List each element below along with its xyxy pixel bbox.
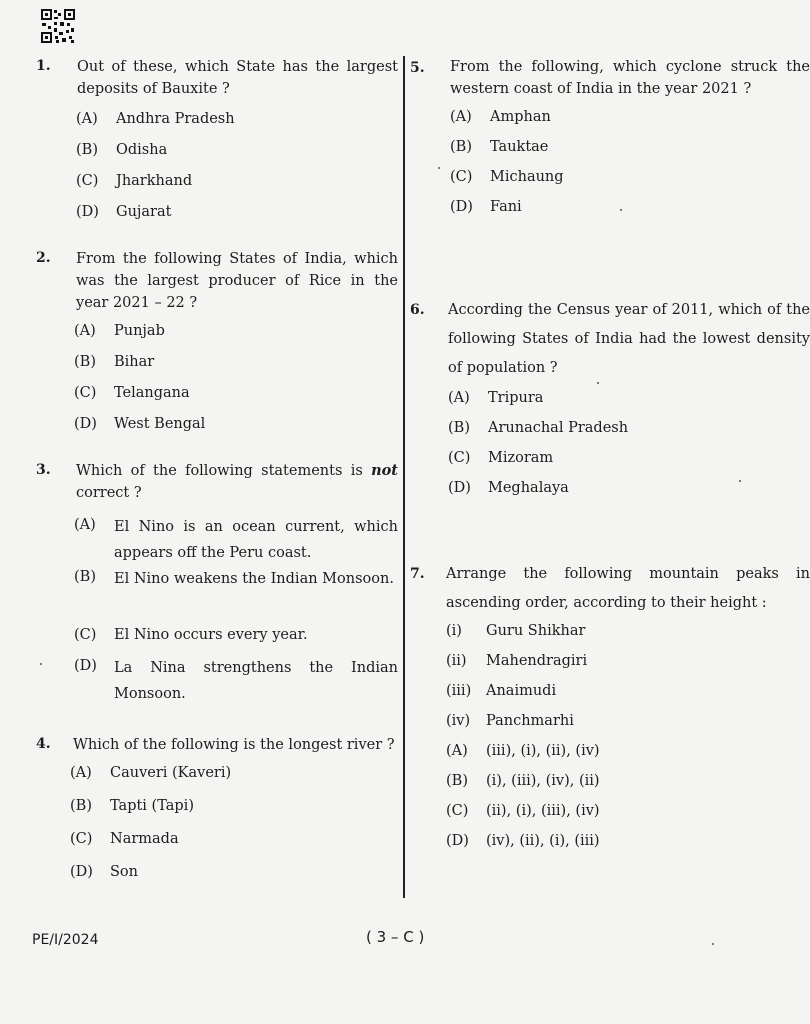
option-text: (iv), (ii), (i), (iii) <box>486 833 600 849</box>
question-text-part: Which of the following statements is <box>76 463 372 479</box>
option-label: (A) <box>70 765 92 781</box>
option-text: Jharkhand <box>116 173 193 189</box>
option-c[interactable] <box>76 170 398 201</box>
question-4 <box>36 734 398 894</box>
option-label: (B) <box>448 420 470 436</box>
option-text: La Nina strengthens the Indian Monsoon. <box>114 660 398 702</box>
option-b[interactable] <box>446 770 810 800</box>
option-label: (A) <box>446 743 468 759</box>
question-7 <box>410 560 810 860</box>
question-text: From the following, which cyclone struck the western coast of India in the year 2021 ? <box>450 59 810 97</box>
option-d[interactable] <box>70 861 398 894</box>
option-b[interactable] <box>450 136 810 166</box>
option-b[interactable] <box>74 566 398 624</box>
option-label: (D) <box>74 416 97 432</box>
option-label: (B) <box>74 354 96 370</box>
scan-speck <box>712 943 714 945</box>
option-b[interactable] <box>74 351 398 382</box>
option-a[interactable] <box>76 108 398 139</box>
option-a[interactable] <box>448 387 810 417</box>
question-2 <box>36 248 398 444</box>
option-text: Fani <box>490 199 522 215</box>
option-label: (C) <box>74 385 97 401</box>
option-text: El Nino is an ocean current, which appears off the Peru coast. <box>114 519 398 561</box>
question-number: 4. <box>36 736 51 752</box>
item-text: Anaimudi <box>486 683 557 699</box>
option-text: Meghalaya <box>488 480 569 496</box>
option-a[interactable] <box>74 320 398 351</box>
option-text: El Nino occurs every year. <box>114 627 308 643</box>
option-label: (D) <box>446 833 469 849</box>
option-text: Odisha <box>116 142 168 158</box>
item-label: (iii) <box>446 683 472 699</box>
option-c[interactable] <box>74 624 398 655</box>
option-label: (C) <box>70 831 93 847</box>
question-number: 7. <box>410 566 425 582</box>
option-c[interactable] <box>446 800 810 830</box>
options-list <box>74 320 398 444</box>
option-c[interactable] <box>74 382 398 413</box>
option-d[interactable] <box>446 830 810 860</box>
column-divider <box>403 56 405 898</box>
option-text: Bihar <box>114 354 155 370</box>
question-text: Which of the following is the longest river ? <box>73 737 395 753</box>
option-label: (B) <box>76 142 98 158</box>
option-label: (D) <box>74 658 97 674</box>
options-list <box>76 108 398 232</box>
option-label: (C) <box>76 173 99 189</box>
option-a[interactable] <box>446 740 810 770</box>
item-text: Mahendragiri <box>486 653 588 669</box>
option-text: Telangana <box>114 385 190 401</box>
option-label: (C) <box>74 627 97 643</box>
option-b[interactable] <box>70 795 398 828</box>
option-label: (B) <box>446 773 468 789</box>
option-label: (A) <box>448 390 470 406</box>
option-label: (B) <box>74 569 96 585</box>
question-text: Out of these, which State has the largest deposits of Bauxite ? <box>77 59 398 97</box>
option-d[interactable] <box>76 201 398 232</box>
item-label: (ii) <box>446 653 467 669</box>
option-label: (D) <box>450 199 473 215</box>
option-a[interactable] <box>450 106 810 136</box>
option-label: (C) <box>448 450 471 466</box>
option-text: Michaung <box>490 169 564 185</box>
option-label: (C) <box>446 803 469 819</box>
option-text: Narmada <box>110 831 179 847</box>
option-d[interactable] <box>450 196 810 226</box>
option-text: Son <box>110 864 139 880</box>
option-c[interactable] <box>448 447 810 477</box>
options-list <box>448 387 810 507</box>
question-text: Arrange the following mountain peaks in ascending order, according to their height : <box>446 566 810 611</box>
scan-speck <box>438 167 440 169</box>
question-text <box>76 460 398 504</box>
option-d[interactable] <box>448 477 810 507</box>
option-text: Arunachal Pradesh <box>488 420 629 436</box>
item-label: (iv) <box>446 713 471 729</box>
scan-speck <box>597 382 599 384</box>
question-text-part: correct ? <box>76 485 142 501</box>
option-label: (A) <box>74 517 96 533</box>
list-item <box>446 620 810 650</box>
question-emphasis: not <box>371 462 398 479</box>
scan-speck <box>620 209 622 211</box>
question-number: 5. <box>410 60 425 76</box>
option-d[interactable] <box>74 655 398 707</box>
item-text: Panchmarhi <box>486 713 574 729</box>
option-text: Cauveri (Kaveri) <box>110 765 232 781</box>
option-c[interactable] <box>70 828 398 861</box>
list-item <box>446 650 810 680</box>
qr-code-icon <box>40 8 76 44</box>
question-text: According the Census year of 2011, which of the following States of India had the lowest density of population ? <box>448 302 810 376</box>
option-text: Amphan <box>490 109 551 125</box>
right-column <box>410 56 810 898</box>
options-list <box>74 514 398 707</box>
options-list <box>70 762 398 894</box>
option-text: Tripura <box>488 390 544 406</box>
question-5 <box>410 56 810 226</box>
option-text: (ii), (i), (iii), (iv) <box>486 803 600 819</box>
option-c[interactable] <box>450 166 810 196</box>
option-label: (D) <box>70 864 93 880</box>
question-6 <box>410 296 810 507</box>
paper-code: PE/I/2024 <box>32 932 99 948</box>
question-number: 6. <box>410 302 425 318</box>
option-text: Gujarat <box>116 204 172 220</box>
option-text: Punjab <box>114 323 165 339</box>
question-text: From the following States of India, which was the largest producer of Rice in the year 2021 – 22 ? <box>76 251 398 311</box>
option-label: (A) <box>76 111 98 127</box>
option-text: Tapti (Tapi) <box>110 798 194 814</box>
option-label: (A) <box>450 109 472 125</box>
option-label: (D) <box>76 204 99 220</box>
option-label: (B) <box>450 139 472 155</box>
option-text: Tauktae <box>490 139 549 155</box>
question-number: 2. <box>36 250 51 266</box>
list-item <box>446 710 810 740</box>
scan-speck <box>739 480 741 482</box>
question-number: 1. <box>36 58 51 74</box>
options-list <box>450 106 810 226</box>
question-number: 3. <box>36 462 51 478</box>
question-3 <box>36 460 398 707</box>
option-label: (A) <box>74 323 96 339</box>
option-label: (B) <box>70 798 92 814</box>
page-number: ( 3 – C ) <box>366 928 425 946</box>
options-list <box>446 740 810 860</box>
option-text: Andhra Pradesh <box>116 111 235 127</box>
option-text: West Bengal <box>114 416 206 432</box>
item-text: Guru Shikhar <box>486 623 586 639</box>
option-text: El Nino weakens the Indian Monsoon. <box>114 571 394 587</box>
option-a[interactable] <box>70 762 398 795</box>
option-a[interactable] <box>74 514 398 566</box>
scan-speck <box>40 663 42 665</box>
option-b[interactable] <box>76 139 398 170</box>
option-label: (D) <box>448 480 471 496</box>
option-text: (iii), (i), (ii), (iv) <box>486 743 600 759</box>
list-item <box>446 680 810 710</box>
option-d[interactable] <box>74 413 398 444</box>
items-list <box>446 620 810 740</box>
item-label: (i) <box>446 623 462 639</box>
option-text: Mizoram <box>488 450 554 466</box>
option-text: (i), (iii), (iv), (ii) <box>486 773 600 789</box>
question-1 <box>36 56 398 232</box>
option-b[interactable] <box>448 417 810 447</box>
option-label: (C) <box>450 169 473 185</box>
